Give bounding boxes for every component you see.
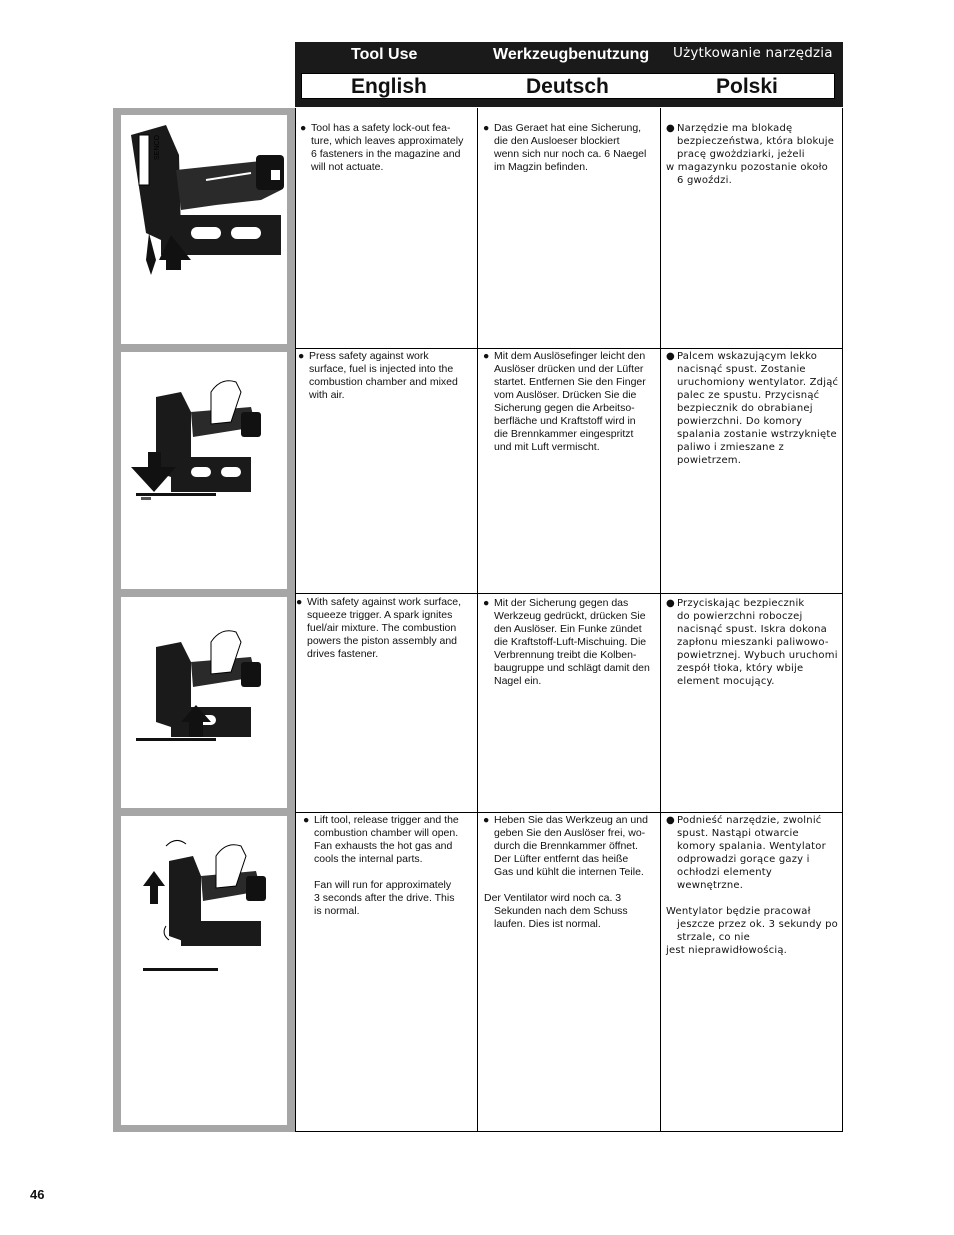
language-polish: Polski xyxy=(716,75,778,98)
text-line: zespół tłoka, który wbije xyxy=(677,663,804,674)
text-line: Auslöser drücken und der Lüfter xyxy=(494,363,644,375)
text-line: die Brennkammer eingespritzt xyxy=(494,428,634,440)
illustration-panel xyxy=(113,108,295,1132)
row1-german: ● Das Geraet hat eine Sicherung, die den Ausloeser blockiert wenn sich nur noch ca. 6 Naegel im Magzin befinden. xyxy=(483,122,647,173)
text-line: durch die Brennkammer öffnet. xyxy=(494,840,638,852)
page-number: 46 xyxy=(30,1187,45,1202)
illustration-lift-tool xyxy=(121,816,287,1125)
text-line: wenn sich nur noch ca. 6 Naegel xyxy=(494,148,647,160)
row1-polish: ● Narzędzie ma blokadę bezpieczeństwa, która blokuje pracę gwożdziarki, jeżeli w magazynku pozostanie około 6 gwoździ. xyxy=(666,122,841,187)
row2-english: ● Press safety against work surface, fuel is injected into the combustion chamber and mixed with air. xyxy=(298,350,458,401)
text-line: Narzędzie ma blokadę xyxy=(677,123,793,134)
text-line: startet. Entfernen Sie den Finger xyxy=(494,376,646,388)
text-line: w magazynku pozostanie około xyxy=(666,162,828,173)
text-line: powietrzem. xyxy=(677,455,742,466)
nailer-illustration-3 xyxy=(121,597,287,808)
row3-english: ● With safety against work surface, squeeze trigger. A spark ignites fuel/air mixture. The combustion powers the piston assembly and drives fastener. xyxy=(296,596,462,660)
text-line: do powierzchni roboczej xyxy=(677,611,803,622)
text-line: Mit dem Auslösefinger leicht den xyxy=(494,350,646,362)
text-line: combustion chamber and mixed xyxy=(309,376,458,388)
text-line: Verbrennung treibt die Kolben- xyxy=(494,649,637,661)
nailer-illustration-4 xyxy=(121,816,287,1125)
instruction-table xyxy=(295,108,843,1132)
text-line: will not actuate. xyxy=(311,161,384,173)
row-divider xyxy=(295,348,842,349)
text-line: berfläche und Kraftstoff wird in xyxy=(494,415,636,427)
language-german: Deutsch xyxy=(526,75,609,98)
column-divider xyxy=(477,108,478,1131)
text-line: spust. Nastąpi otwarcie xyxy=(677,828,799,839)
text-line: ochłodzi elementy wewnętrzne. xyxy=(677,867,773,891)
section-header xyxy=(295,42,843,107)
text-line: Palcem wskazującym lekko xyxy=(677,351,818,362)
text-line: squeeze trigger. A spark ignites xyxy=(307,609,453,621)
text-line: nacisnąć spust. Iskra dokona xyxy=(677,624,827,635)
text-line: uruchomiony wentylator. Zdjąć xyxy=(677,377,839,388)
text-line: ture, which leaves approximately xyxy=(311,135,464,147)
text-line: vom Auslöser. Drücken Sie die xyxy=(494,389,637,401)
text-line: bezpieczeństwa, która blokuje xyxy=(677,136,835,147)
text-line: palec ze spustu. Przycisnąć xyxy=(677,390,820,401)
text-line: Wentylator będzie pracował xyxy=(666,906,811,917)
row-divider xyxy=(295,812,842,813)
text-line: element mocujący. xyxy=(677,676,775,687)
text-line: zapłonu mieszanki paliwowo- xyxy=(677,637,829,648)
text-line: nacisnąć spust. Zostanie xyxy=(677,364,806,375)
text-line: spalania zostanie wstrzyknięte xyxy=(677,429,837,440)
text-line: Der Lüfter entfernt das heiße xyxy=(494,853,629,865)
text-line: Der Ventilator wird noch ca. 3 xyxy=(484,892,622,904)
nailer-illustration-2 xyxy=(121,352,287,589)
text-line: 6 gwoździ. xyxy=(677,175,732,186)
language-english: English xyxy=(351,75,427,98)
text-line: paliwo i zmieszane z xyxy=(677,442,784,453)
text-line: pracę gwożdziarki, jeżeli xyxy=(677,149,805,160)
text-line: fuel/air mixture. The combustion xyxy=(307,622,457,634)
text-line: Podnieść narzędzie, zwolnić xyxy=(677,815,822,826)
illustration-squeeze-trigger xyxy=(121,597,287,808)
subtitle-german: Werkzeugbenutzung xyxy=(493,46,650,63)
text-line: jest nieprawidłowością. xyxy=(666,945,788,956)
text-line: die den Ausloeser blockiert xyxy=(494,135,620,147)
text-line: powietrznej. Wybuch uruchomi xyxy=(677,650,838,661)
text-line: combustion chamber will open. xyxy=(314,827,459,839)
row2-polish: ● Palcem wskazującym lekko nacisnąć spust. Zostanie uruchomiony wentylator. Zdjąć palec ze spustu. Przycisnąć bezpiecznik do obrabianej powierzchni. Do komory spalania zostanie wstrzyknięte paliwo i zmieszane z powietrzem. xyxy=(666,351,839,466)
text-line: Mit der Sicherung gegen das xyxy=(494,597,629,609)
text-line: powierzchni. Do komory xyxy=(677,416,803,427)
text-line: 6 fasteners in the magazine and xyxy=(311,148,461,160)
text-line: im Magzin befinden. xyxy=(494,161,588,173)
row3-polish: ● Przyciskając bezpiecznik do powierzchni roboczej nacisnąć spust. Iskra dokona zapłonu mieszanki paliwowo- powietrznej. Wybuch uruchomi zespół tłoka, który wbije element mocujący. xyxy=(666,598,838,687)
text-line: Heben Sie das Werkzeug an und xyxy=(494,814,648,826)
text-line: komory spalania. Wentylator xyxy=(677,841,826,852)
text-line: bezpiecznik do obrabianej xyxy=(677,403,813,414)
row4-polish: ● Podnieść narzędzie, zwolnić spust. Nastąpi otwarcie komory spalania. Wentylator odprowadzi gorące gazy i ochłodzi elementy wewnętrzne. Wentylator będzie pracował jeszcze przez ok. 3 sekundy po strzale, co nie jest nieprawidłowością. xyxy=(666,814,841,957)
text-line: powers the piston assembly and xyxy=(307,635,457,647)
text-line: Fan will run for approximately xyxy=(314,879,452,891)
row1-english: ● Tool has a safety lock-out fea- ture, which leaves approximately 6 fasteners in the magazine and will not actuate. xyxy=(300,122,464,173)
text-line: Sicherung gegen die Arbeitsо- xyxy=(494,402,635,414)
text-line: laufen. Dies ist normal. xyxy=(494,918,601,930)
illustration-lockout xyxy=(121,115,287,344)
text-line: surface, fuel is injected into the xyxy=(309,363,454,375)
text-line: Tool has a safety lock-out fea- xyxy=(311,122,451,134)
text-line: Das Geraet hat eine Sicherung, xyxy=(494,122,642,134)
nailer-illustration-1 xyxy=(121,115,287,344)
row4-english: ● Lift tool, release trigger and the combustion chamber will open. Fan exhausts the hot gas and cools the internal parts. Fan will run for approximately 3 seconds after the drive. This is normal. xyxy=(303,814,459,917)
text-line: Przyciskając bezpiecznik xyxy=(677,598,805,609)
text-line: with air. xyxy=(309,389,345,401)
row-divider xyxy=(295,593,842,594)
text-line: cools the internal parts. xyxy=(314,853,423,865)
text-line: jeszcze przez ok. 3 sekundy po xyxy=(677,919,838,930)
text-line: Lift tool, release trigger and the xyxy=(314,814,459,826)
text-line: is normal. xyxy=(314,905,360,917)
row3-german: ● Mit der Sicherung gegen das Werkzeug gedrückt, drücken Sie den Auslöser. Ein Funke zündet die Kraftstoff-Luft-Mischuing. Die Verbrennung treibt die Kolben- baugruppe und schlägt damit den Nagel ein. xyxy=(483,597,650,687)
text-line: die Kraftstoff-Luft-Mischuing. Die xyxy=(494,636,647,648)
text-line: Nagel ein. xyxy=(494,675,542,687)
text-line: baugruppe und schlägt damit den xyxy=(494,662,650,674)
illustration-press-safety xyxy=(121,352,287,589)
row2-german: ● Mit dem Auslösefinger leicht den Auslöser drücken und der Lüfter startet. Entfernen Sie den Finger vom Auslöser. Drücken Sie die Sicherung gegen die Arbeitsо- berfläche und Kraftstoff wird in die Brennkammer eingespritzt und mit Luft vermischt. xyxy=(483,350,646,453)
subtitle-english: Tool Use xyxy=(351,46,418,63)
text-line: drives fastener. xyxy=(307,648,379,660)
column-divider xyxy=(660,108,661,1131)
subtitle-polish: Użytkowanie narzędzia xyxy=(673,45,833,61)
text-line: 3 seconds after the drive. This xyxy=(314,892,455,904)
text-line: odprowadzi gorące gazy i xyxy=(677,854,810,865)
text-line: Fan exhausts the hot gas and xyxy=(314,840,453,852)
text-line: geben Sie den Auslöser frei, wo- xyxy=(494,827,646,839)
text-line: Sekunden nach dem Schuss xyxy=(494,905,628,917)
text-line: Werkzeug gedrückt, drücken Sie xyxy=(494,610,646,622)
text-line: Gas und kühlt die internen Teile. xyxy=(494,866,644,878)
text-line: und mit Luft vermischt. xyxy=(494,441,600,453)
language-bar xyxy=(301,73,835,99)
text-line: With safety against work surface, xyxy=(307,596,462,608)
text-line: den Auslöser. Ein Funke zündet xyxy=(494,623,642,635)
text-line: Press safety against work xyxy=(309,350,429,362)
tool-brand-label: SENCO xyxy=(154,135,161,160)
text-line: strzale, co nie xyxy=(677,932,750,943)
row4-german: ● Heben Sie das Werkzeug an und geben Sie den Auslöser frei, wo- durch die Brennkammer öffnet. Der Lüfter entfernt das heiße Gas und kühlt die internen Teile. Der Ventilator wird noch ca. 3 Sekunden nach dem Schuss laufen. Dies ist normal. xyxy=(483,814,659,931)
